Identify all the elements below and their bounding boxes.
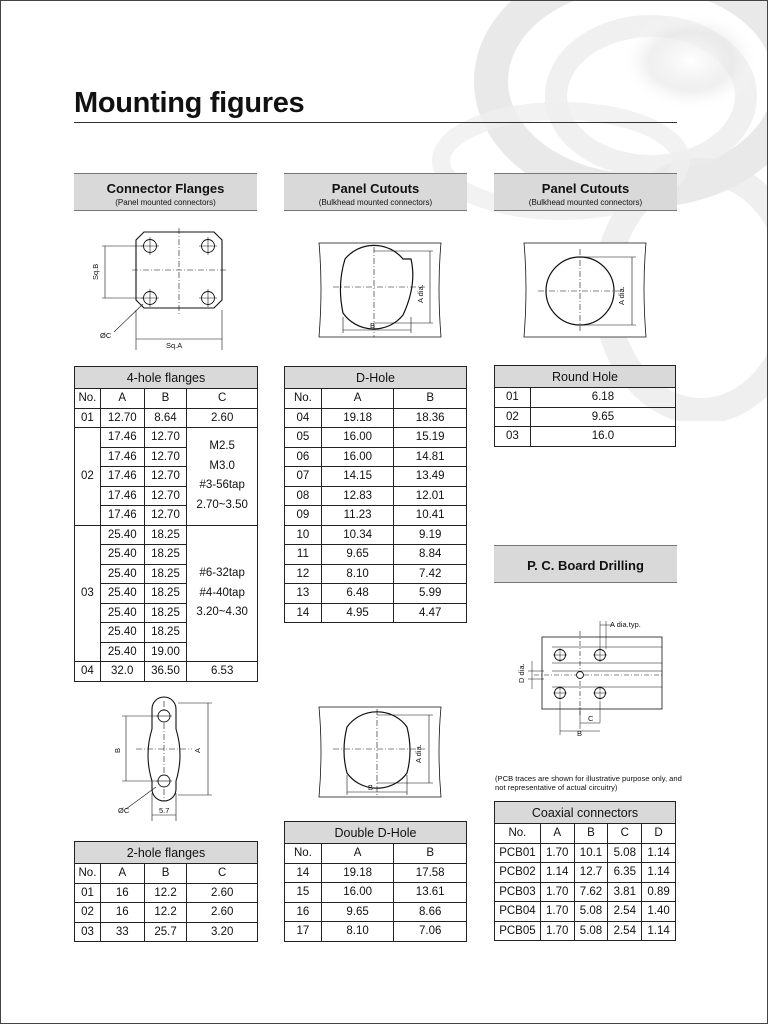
table-cell: 6.48 [321,584,394,604]
table-cell: 16.0 [530,427,675,447]
table-cell: 25.40 [100,642,144,662]
table-cell: 10.34 [321,525,394,545]
table-row [285,603,467,623]
table-cell: 01 [75,883,101,903]
table-cell: 25.40 [100,584,144,604]
table-cell: 03 [75,525,101,662]
column-header: D [642,824,676,844]
section-title: Panel Cutouts [331,181,420,196]
table-cell: 12.7 [574,863,608,883]
table-cell [187,428,258,526]
table-cell: 1.14 [642,843,676,863]
table-cell: 19.18 [321,408,394,428]
table-header-row [285,844,467,864]
table-cell: 2.54 [608,921,642,941]
table-cell: 17.46 [100,428,144,448]
table-cell: PCB01 [495,843,541,863]
table-cell: 0.89 [642,882,676,902]
section-header-panel-cutouts-dhole [284,173,467,211]
table-cell: 8.64 [144,408,187,428]
dim-label: D dia. [517,663,526,683]
table-row [75,903,258,923]
table-cell: 13 [285,584,322,604]
table-cell: 17.46 [100,447,144,467]
table-cell: 10.41 [394,506,467,526]
table-cell: 18.25 [144,603,187,623]
table-cell: 8.84 [394,545,467,565]
table-cell: 8.10 [321,564,394,584]
table-cell: 17.46 [100,506,144,526]
table-cell: 18.25 [144,623,187,643]
table-row [285,545,467,565]
table-row [495,902,676,922]
table-cell: 14 [285,603,322,623]
table-cell: 3.81 [608,882,642,902]
background-decoration [1,1,768,421]
round-hole-table [494,365,676,447]
table-cell: 8.10 [321,922,394,942]
column-header: C [187,389,258,409]
column-header: C [187,864,258,884]
table-cell: 12.2 [144,903,187,923]
column-header: No. [285,844,322,864]
table-caption: D-Hole [285,367,467,389]
column-header: B [144,389,187,409]
dim-label: ØC [100,331,112,340]
table-cell: 03 [75,922,101,942]
table-cell: 1.14 [642,863,676,883]
column-header: A [100,389,144,409]
column-header: B [144,864,187,884]
cell-line: 2.70~3.50 [196,498,248,511]
table-cell: 12.83 [321,486,394,506]
table-row [495,427,676,447]
table-cell: 18.36 [394,408,467,428]
dim-label: 5.7 [159,806,170,815]
table-cell: 14 [285,863,322,883]
table-cell: 18.25 [144,584,187,604]
dim-label: Sq.A [166,341,183,350]
table-cell: 12.01 [394,486,467,506]
table-cell: 10 [285,525,322,545]
table-caption: Round Hole [495,366,676,388]
column-header: A [540,824,574,844]
table-caption: Coaxial connectors [495,802,676,824]
table-cell: 16.00 [321,428,394,448]
d-hole-cutout-diagram [313,237,448,345]
table-cell: 1.70 [540,921,574,941]
dim-label: Sq.B [91,263,100,280]
column-header: A [100,864,144,884]
column-header: No. [75,389,101,409]
table-cell: 16.00 [321,883,394,903]
table-header-row [75,389,258,409]
section-title: P. C. Board Drilling [527,558,644,573]
table-cell: 2.54 [608,902,642,922]
table-cell: 04 [285,408,322,428]
table-cell: 9.19 [394,525,467,545]
column-header: No. [75,864,101,884]
table-cell: 1.40 [642,902,676,922]
table-row [75,525,258,545]
table-cell: 19.00 [144,642,187,662]
table-cell: 07 [285,467,322,487]
column-header: C [608,824,642,844]
table-row [495,921,676,941]
section-header-pcb-drilling [494,545,677,583]
table-cell: 14.81 [394,447,467,467]
four-hole-flange-diagram [86,226,236,351]
table-row [285,525,467,545]
table-row [285,506,467,526]
table-cell: 4.47 [394,603,467,623]
cell-line: M2.5 [209,440,235,453]
table-cell: 9.65 [321,902,394,922]
table-cell: 13.49 [394,467,467,487]
table-cell: 6.53 [187,662,258,682]
table-row [285,863,467,883]
table-cell: 36.50 [144,662,187,682]
table-cell: 1.14 [642,921,676,941]
table-row [75,922,258,942]
table-cell: 16 [100,883,144,903]
dim-label: B [370,321,376,330]
table-cell: 16 [100,903,144,923]
dim-label: B [577,729,583,738]
table-cell: 17 [285,922,322,942]
column-header: A [321,844,394,864]
table-cell: 17.58 [394,863,467,883]
table-cell: 02 [495,407,531,427]
cell-line: #3-56tap [199,479,245,492]
table-cell: 12.70 [144,506,187,526]
table-cell: PCB03 [495,882,541,902]
coaxial-connectors-table [494,801,676,941]
table-cell: 12 [285,564,322,584]
table-cell: 5.99 [394,584,467,604]
table-cell: 03 [495,427,531,447]
table-cell: 7.06 [394,922,467,942]
four-hole-flanges-table [74,366,258,682]
table-cell: 1.70 [540,843,574,863]
table-cell: 09 [285,506,322,526]
cell-line: 3.20~4.30 [196,606,248,618]
table-cell: 12.70 [144,428,187,448]
cell-line: #4-40tap [199,586,245,599]
table-cell: 16.00 [321,447,394,467]
table-cell: 06 [285,447,322,467]
table-row [285,486,467,506]
table-cell: 25.40 [100,623,144,643]
table-row [495,388,676,408]
table-cell: 18.25 [144,564,187,584]
table-cell: 16 [285,902,322,922]
dim-label: A dia.typ. [610,620,641,629]
table-cell: 8.66 [394,902,467,922]
table-cell [187,525,258,662]
table-cell: 1.70 [540,882,574,902]
column-header: No. [495,824,541,844]
dim-label: A [193,747,202,753]
column-header: B [394,389,467,409]
table-cell: PCB05 [495,921,541,941]
table-header-row [495,824,676,844]
table-cell: 14.15 [321,467,394,487]
pcb-note: (PCB traces are shown for illustrative purpose only, and not representative of actual circuitry) [495,774,682,792]
table-cell: 15.19 [394,428,467,448]
table-cell: 25.40 [100,564,144,584]
table-cell: 9.65 [530,407,675,427]
table-cell: 17.46 [100,467,144,487]
table-cell: 13.61 [394,883,467,903]
table-cell: 6.18 [530,388,675,408]
double-d-hole-cutout-diagram [313,703,448,803]
table-cell: 05 [285,428,322,448]
section-subtitle: (Panel mounted connectors) [115,198,216,207]
table-cell: 2.60 [187,883,258,903]
table-cell: 7.42 [394,564,467,584]
table-cell: 3.20 [187,922,258,942]
column-header: B [394,844,467,864]
title-divider [74,122,677,123]
pcb-drilling-diagram [514,617,674,737]
table-cell: 12.70 [144,447,187,467]
table-cell: 01 [75,408,101,428]
column-header: A [321,389,394,409]
table-row [285,428,467,448]
double-d-hole-table [284,821,467,942]
table-cell: PCB02 [495,863,541,883]
page-title: Mounting figures [74,87,305,119]
table-row [75,428,258,448]
table-cell: 02 [75,903,101,923]
table-cell: 17.46 [100,486,144,506]
table-cell: 1.70 [540,902,574,922]
table-row [285,564,467,584]
table-cell: 19.18 [321,863,394,883]
section-title: Connector Flanges [106,181,225,196]
table-cell: 01 [495,388,531,408]
column-header: No. [285,389,322,409]
table-cell: 12.2 [144,883,187,903]
table-row [285,467,467,487]
section-subtitle: (Bulkhead mounted connectors) [528,198,643,207]
table-cell: 25.40 [100,525,144,545]
section-header-panel-cutouts-round [494,173,677,211]
dim-label: B [113,747,122,753]
dim-label: A dia. [416,284,425,303]
section-header-connector-flanges [74,173,257,211]
table-cell: 08 [285,486,322,506]
table-cell: 25.7 [144,922,187,942]
table-row [495,407,676,427]
table-row [495,882,676,902]
section-subtitle: (Bulkhead mounted connectors) [318,198,433,207]
table-caption: Double D-Hole [285,822,467,844]
table-cell: 04 [75,662,101,682]
table-caption: 4-hole flanges [75,367,258,389]
dim-label: C [588,714,594,723]
table-cell: 12.70 [144,467,187,487]
table-row [75,408,258,428]
table-row [75,662,258,682]
table-row [285,447,467,467]
d-hole-table [284,366,467,623]
table-cell: 2.60 [187,408,258,428]
table-cell: 5.08 [574,902,608,922]
table-cell: 02 [75,428,101,526]
table-cell: 4.95 [321,603,394,623]
table-cell: 7.62 [574,882,608,902]
table-row [285,902,467,922]
table-cell: 32.0 [100,662,144,682]
column-header: B [574,824,608,844]
table-cell: 12.70 [144,486,187,506]
table-cell: 33 [100,922,144,942]
table-cell: 11 [285,545,322,565]
dim-label: ØC [118,806,130,815]
table-row [285,408,467,428]
table-cell: 9.65 [321,545,394,565]
table-cell: 15 [285,883,322,903]
dim-label: A dia. [617,286,626,305]
table-header-row [75,864,258,884]
table-row [75,883,258,903]
table-cell: 1.14 [540,863,574,883]
table-cell: 18.25 [144,545,187,565]
table-cell: 6.35 [608,863,642,883]
table-cell: 11.23 [321,506,394,526]
round-hole-cutout-diagram [518,237,653,345]
table-row [285,922,467,942]
table-row [285,584,467,604]
section-title: Panel Cutouts [541,181,630,196]
two-hole-flange-diagram [108,701,223,826]
dim-label: B [368,783,374,792]
table-caption: 2-hole flanges [75,842,258,864]
table-cell: PCB04 [495,902,541,922]
two-hole-flanges-table [74,841,258,942]
table-cell: 5.08 [574,921,608,941]
cell-line: M3.0 [209,459,235,472]
table-cell: 12.70 [100,408,144,428]
table-cell: 25.40 [100,603,144,623]
table-cell: 2.60 [187,903,258,923]
table-header-row [285,389,467,409]
dim-label: A dia. [414,744,423,763]
table-cell: 18.25 [144,525,187,545]
table-row [285,883,467,903]
cell-line: #6-32tap [199,567,245,579]
table-row [495,843,676,863]
table-row [495,863,676,883]
table-cell: 25.40 [100,545,144,565]
table-cell: 10.1 [574,843,608,863]
table-cell: 5.08 [608,843,642,863]
